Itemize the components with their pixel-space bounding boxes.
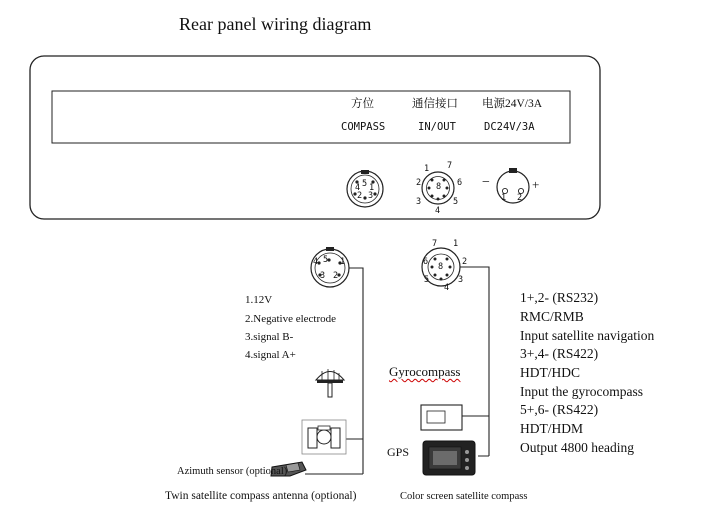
power-plus-sign: + [532,177,540,192]
io-legend-item: 1+,2- (RS232) [520,290,599,305]
io-plug-pin-label: 7 [432,239,438,249]
panel-io-pin-label: 6 [457,178,463,188]
color-screen-compass-device [423,441,475,475]
panel-io-pin-label: 8 [436,182,442,192]
compass-plug-pin-label: 1 [340,257,346,267]
panel-label-compass-en: COMPASS [341,121,386,133]
panel-label-power-cn: 电源24V/3A [482,98,543,110]
panel-label-io-en: IN/OUT [418,121,456,133]
io-cable [460,267,489,456]
compass-plug-pin-label: 3 [320,271,326,281]
panel-io-pin-label: 4 [435,206,441,216]
compass-plug-pin-label: 2 [333,271,339,281]
compass-legend-item: 1.12V [245,294,273,306]
io-legend-item: HDT/HDM [520,421,583,436]
gyrocompass-device [421,405,462,430]
compass-plug-pin-label: 4 [313,257,319,267]
diagram-title: Rear panel wiring diagram [179,14,372,34]
io-legend-item: HDT/HDC [520,365,580,380]
panel-io-pin-label: 1 [424,164,430,174]
panel-compass-pin-label: 1 [369,183,375,193]
io-plug-pin-label: 4 [444,283,450,293]
panel-label-compass-cn: 方位 [351,98,374,110]
io-plug-pin-label: 8 [438,262,444,272]
panel-io-pin-label: 3 [416,197,422,207]
compass-legend-item: 3.signal B- [245,331,294,343]
io-legend-item: RMC/RMB [520,309,584,324]
io-plug-pin-label: 6 [423,257,429,267]
io-plug-pin-label: 2 [462,257,468,267]
compass-cable [349,268,363,474]
panel-compass-pin-label: 2 [357,191,363,201]
azimuth-sensor-device [302,420,346,454]
io-plug-pin-label: 5 [424,275,430,285]
io-legend-item: Output 4800 heading [520,440,634,455]
panel-compass-pin-label: 5 [362,179,368,189]
panel-label-power-en: DC24V/3A [484,121,535,133]
color-screen-caption: Color screen satellite compass [400,491,528,502]
rear-panel-outline [30,56,600,219]
power-minus-sign: − [482,175,490,190]
panel-io-pin-label: 5 [453,197,459,207]
compass-plug [311,247,349,287]
compass-legend-item: 2.Negative electrode [245,313,337,325]
mushroom-antenna [316,369,344,397]
panel-compass-pin-label: 3 [368,191,374,201]
io-plug-pin-label: 3 [458,275,464,285]
gps-label: GPS [387,445,410,459]
compass-legend-item: 4.signal A+ [245,349,296,361]
io-legend-item: Input the gyrocompass [520,384,643,399]
panel-io-pin-label: 7 [447,161,453,171]
io-plug-pin-label: 1 [453,239,459,249]
azimuth-sensor-caption: Azimuth sensor (optional) [177,466,288,477]
power-pin-label: 2 [517,193,523,203]
twin-antenna-caption: Twin satellite compass antenna (optional) [165,490,357,502]
io-legend-item: 3+,4- (RS422) [520,346,599,361]
compass-plug-pin-label: 5 [323,255,329,265]
power-pin-label: 1 [501,193,507,203]
panel-label-io-cn: 通信接口 [412,98,458,110]
panel-compass-pin-label: 4 [355,183,361,193]
gyrocompass-label: Gyrocompass [389,364,461,379]
io-legend-item: 5+,6- (RS422) [520,402,599,417]
panel-io-pin-label: 2 [416,178,422,188]
io-legend-item: Input satellite navigation [520,328,655,343]
